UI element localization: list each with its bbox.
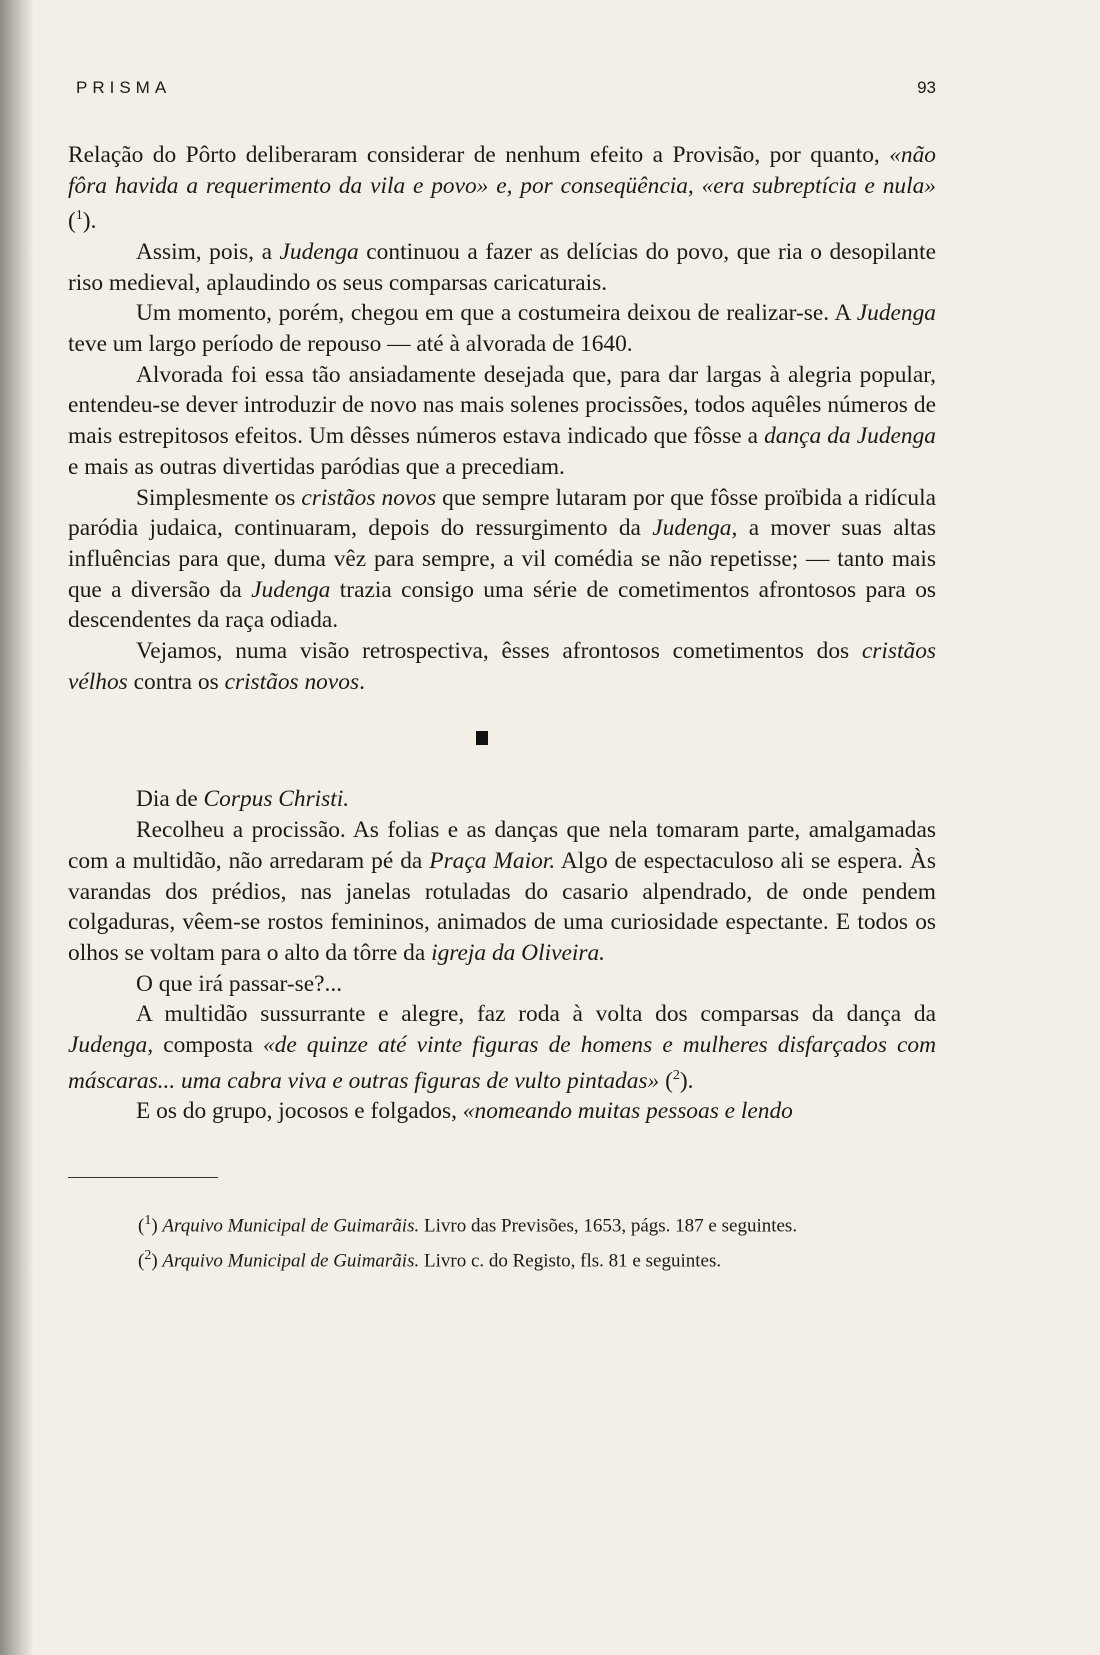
term-italic: cristãos novos: [301, 484, 437, 511]
footnote-2: ($^2$) Arquivo Municipal de Guimarãis. Livro c. do Registo, fls. 81 e seguintes.: [138, 1248, 722, 1272]
text-run: que sempre lutaram por que fôsse proïbida a ridícula paródia judaica, continuaram, depois do ressurgimento da: [68, 484, 936, 542]
page-number: 93: [917, 78, 936, 97]
footnote-rule: [68, 1177, 218, 1178]
text-run: Relação do Pôrto deliberaram considerar de nenhum efeito a Provisão, por quanto,: [68, 142, 890, 168]
body-text: [68, 140, 936, 1127]
term-italic: Judenga,: [652, 515, 738, 542]
text-run: continuou a fazer as delícias do povo, que ria o desopilante riso medieval, aplaudindo os seus comparsas caricaturais.: [68, 238, 936, 296]
footnote-source: Arquivo Municipal de Guimarãis.: [162, 1215, 420, 1237]
paragraph-9: O que irá passar-se?...: [136, 970, 343, 997]
text-run: a mover suas altas influências para que, duma vêz para sempre, a vil comédia se não repetisse; — tanto mais que a diversão da: [68, 515, 936, 603]
text-run: ).: [82, 208, 97, 235]
footnote-text: Livro das Previsões, 1653, págs. 187 e seguintes.: [419, 1215, 798, 1237]
term-italic: Judenga,: [68, 1032, 154, 1059]
text-run: contra os: [127, 668, 225, 695]
quote-italic: «não fôra havida a requerimento da vila e povo» e, por conseqüência, «era subreptícia e nula»: [68, 142, 936, 199]
text-run: trazia consigo uma série de cometimentos afrontosos para os descendentes da raça odiada.: [68, 576, 936, 634]
paragraph-7: [68, 784, 936, 815]
spacer: [68, 758, 936, 784]
term-italic: Praça Maior.: [429, 847, 556, 874]
footnote-ref-2: 2: [672, 1067, 680, 1083]
paragraph-1: [68, 140, 936, 237]
footnote-mark: 2: [144, 1248, 152, 1264]
text-run: Simplesmente os: [136, 484, 302, 511]
paragraph-5: [68, 483, 936, 637]
paragraph-6: [68, 636, 936, 697]
section-separator: [68, 697, 936, 758]
paragraph-2: [68, 237, 936, 298]
book-page: [68, 70, 936, 1279]
footnote-1: ($^1$) Arquivo Municipal de Guimarãis. Livro das Previsões, 1653, págs. 187 e seguintes.: [138, 1212, 798, 1237]
text-run: E os do grupo, jocosos e folgados,: [136, 1098, 463, 1125]
paragraph-10: [68, 999, 936, 1096]
running-head: [68, 70, 936, 110]
text-run: Assim, pois, a: [136, 238, 280, 265]
footnotes: [68, 1208, 936, 1275]
text-run: .: [359, 668, 365, 695]
term-italic: Judenga: [279, 238, 359, 265]
term-italic: Judenga: [856, 300, 936, 327]
text-run: ).: [679, 1067, 694, 1094]
footnote-ref-1: 1: [75, 208, 83, 224]
text-run: Alvorada foi essa tão ansiadamente desejada que, para dar largas à alegria popular, entendeu-se dever introduzir de novo nas mais solenes procissões, todos aquêles números de mais estrepitosos efeitos. Um dêsses números estava indicado que fôsse a: [68, 361, 936, 450]
text-run: Um momento, porém, chegou em que a costumeira deixou de realizar-se. A: [136, 300, 857, 327]
paragraph-4: [68, 360, 936, 483]
text-run: Dia de: [136, 786, 204, 813]
page-gutter-shadow: [0, 0, 34, 1655]
text-run: A multidão sussurrante e alegre, faz roda à volta dos comparsas da dança da: [136, 1001, 936, 1028]
quote-italic: «de quinze até vinte figuras de homens e mulheres disfarçados com máscaras... uma cabra viva e outras figuras de vulto pintadas»: [68, 1032, 937, 1094]
text-run: e mais as outras divertidas paródias que a precediam.: [68, 453, 565, 480]
term-italic: Judenga: [251, 576, 331, 603]
footnote-source: Arquivo Municipal de Guimarãis.: [162, 1250, 420, 1272]
text-run: composta: [153, 1032, 263, 1059]
quote-italic: «nomeando muitas pessoas e lendo: [462, 1098, 793, 1125]
term-italic: Corpus Christi.: [203, 786, 350, 813]
text-run: Recolheu a procissão. As folias e as danças que nela tomaram parte, amalgamadas com a multidão, não arredaram pé da: [68, 817, 936, 874]
term-italic: cristãos vélhos: [68, 638, 936, 695]
term-italic: cristãos novos: [224, 668, 360, 695]
text-run: Vejamos, numa visão retrospectiva, êsses afrontosos cometimentos dos: [136, 638, 862, 665]
text-run: Algo de espectaculoso ali se espera. Às varandas dos prédios, nas janelas rotuladas do casario alpendrado, de onde pendem colgaduras, vêem-se rostos femininos, animados de uma curiosidade espectante. E todos os olhos se voltam para o alto da tôrre da: [68, 847, 936, 966]
paragraph-8: [68, 815, 936, 969]
text-run: teve um largo período de repouso — até à alvorada de 1640.: [68, 331, 633, 358]
footnote-mark: 1: [144, 1212, 152, 1228]
text-run: (: [68, 208, 76, 235]
paragraph-11: [68, 1096, 936, 1127]
footnote-text: Livro c. do Registo, fls. 81 e seguintes.: [419, 1250, 722, 1272]
term-italic: dança da Judenga: [764, 423, 936, 450]
text-run: (: [659, 1067, 673, 1094]
paragraph-3: [68, 298, 936, 359]
term-italic: igreja da Oliveira.: [431, 939, 605, 966]
running-title: PRISMA: [76, 78, 172, 97]
square-ornament-icon: [476, 731, 488, 745]
